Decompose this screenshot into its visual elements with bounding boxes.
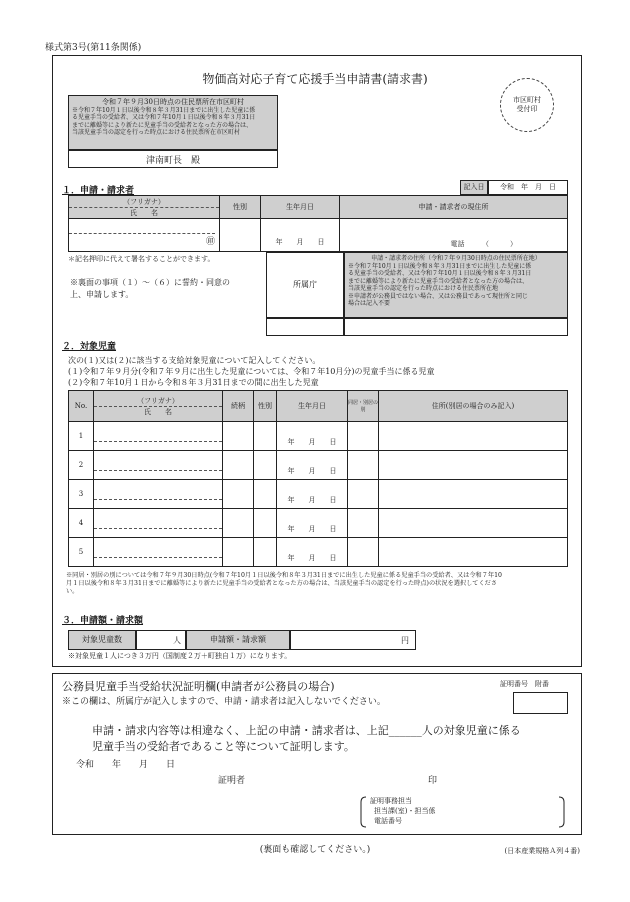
child-sex-field[interactable] — [254, 538, 277, 567]
child-address-field[interactable] — [379, 538, 568, 567]
child-address-field[interactable] — [379, 422, 568, 451]
child-relation-field[interactable] — [223, 509, 254, 538]
child-cohabitation-field[interactable] — [348, 538, 379, 567]
seal-mark: ㊞ — [205, 237, 215, 247]
child-relation-field[interactable] — [223, 422, 254, 451]
table-row — [69, 480, 568, 509]
child-name-field[interactable] — [94, 509, 223, 538]
certification-note: ※この欄は、所属庁が記入しますので、申請・請求者は記入しないでください。 — [62, 697, 386, 707]
applicant-sex-field[interactable] — [220, 219, 261, 252]
child-name-field[interactable] — [94, 422, 223, 451]
table-row — [69, 509, 568, 538]
contact-box: 証明事務担当 担当課(室)・担当係 電話番号 — [360, 795, 565, 829]
reception-stamp: 市区町村 受付印 — [500, 78, 554, 132]
child-address-field[interactable] — [379, 451, 568, 480]
child-relation-field[interactable] — [223, 538, 254, 567]
child-count-field[interactable]: 人 — [136, 630, 186, 650]
child-count-label: 対象児童数 — [68, 630, 136, 650]
addressee: 津南町長 殿 — [68, 150, 278, 168]
applicant-name-field[interactable] — [69, 219, 220, 252]
page-title: 物価高対応子育て応援手当申請書(請求書) — [202, 72, 428, 86]
child-dob-field[interactable]: 年 月 日 — [277, 422, 348, 451]
applicant-dob-field[interactable]: 年 月 日 — [261, 219, 340, 252]
child-name-field[interactable] — [94, 538, 223, 567]
form-number: 様式第3号(第11条関係) — [45, 43, 142, 53]
children-intro: 次の(１)又は(２)に該当する支給対象児童について記入してください。 — [68, 356, 321, 365]
child-address-field[interactable] — [379, 509, 568, 538]
section-3-heading: ３．申請額・請求額 — [62, 616, 144, 626]
certification-body-2: 児童手当の受給者であること等について証明します。 — [92, 740, 355, 753]
paper-size: (日本産業規格Ａ列４番) — [504, 847, 580, 855]
child-name-field[interactable] — [94, 451, 223, 480]
child-sex-field[interactable] — [254, 509, 277, 538]
seal-note: ＊記名押印に代えて署名することができます。 — [68, 255, 215, 263]
row-number: 2 — [69, 451, 94, 480]
certification-date[interactable]: 令和 年 月 日 — [76, 760, 176, 770]
cohabitation-note: ※同居・別居の別については令和７年９月30日時点(令和７年10月１日以後令和８年３月31日までに出生した児童に係る児童手当の受給者、又は令和７年10 月１日以後令和８年３月31日までに離婚等により新たに児童手当の受給者となった方の場合は、当該児童手当の認定を行った時点)の状況を選択してくださ い。 — [66, 572, 502, 595]
child-sex-field[interactable] — [254, 422, 277, 451]
office-info-box: 申請・請求者の住所（令和７年９月30日時点の住民票所在地） ※令和７年10月１日以後令和８年３月31日までに出生した児童に係 る児童手当の受給者、又は令和７年10月１日以後令和８年３月31日 までに離婚等により新たに児童手当の受給者となった方の場合は、 当該児童手当の認定を行った時点における住民票所在地 ※申請者が公務員ではない場合、又は公務員であって現住所と同じ 場合は記入不要 — [344, 252, 568, 318]
child-cohabitation-field[interactable] — [348, 509, 379, 538]
footer-note: (裏面も確認してください。) — [259, 845, 371, 855]
child-cohabitation-field[interactable] — [348, 422, 379, 451]
office-field[interactable] — [266, 318, 344, 336]
child-relation-field[interactable] — [223, 480, 254, 509]
table-row — [69, 422, 568, 451]
child-cohabitation-field[interactable] — [348, 451, 379, 480]
cert-number-field[interactable] — [513, 692, 568, 714]
child-dob-field[interactable]: 年 月 日 — [277, 451, 348, 480]
amount-note: ※対象児童１人につき３万円（国制度２万＋町独自１万）になります。 — [68, 652, 292, 660]
section-1-heading: １．申請・請求者 — [62, 186, 135, 196]
row-number: 5 — [69, 538, 94, 567]
child-address-field[interactable] — [379, 480, 568, 509]
child-dob-field[interactable]: 年 月 日 — [277, 480, 348, 509]
child-sex-field[interactable] — [254, 480, 277, 509]
row-number: 1 — [69, 422, 94, 451]
child-sex-field[interactable] — [254, 451, 277, 480]
certification-title: 公務員児童手当受給状況証明欄(申請者が公務員の場合) — [62, 680, 335, 693]
certifier-label: 証明者 — [218, 776, 246, 786]
office-address-field[interactable] — [344, 318, 568, 336]
table-row — [69, 451, 568, 480]
child-relation-field[interactable] — [223, 451, 254, 480]
child-name-field[interactable] — [94, 480, 223, 509]
entry-date-field[interactable]: 令和 年 月 日 — [488, 180, 568, 195]
amount-label: 申請額・請求額 — [186, 630, 290, 650]
children-criteria-1: (１)令和７年９月分(令和７年９月に出生した児童については、令和７年10月分)の児童手当に係る児童 — [68, 367, 435, 376]
entry-date-label: 記入日 — [460, 180, 488, 195]
row-number: 4 — [69, 509, 94, 538]
pledge-line-2: 上、申請します。 — [70, 290, 134, 299]
certifier-seal: 印 — [428, 776, 438, 786]
child-cohabitation-field[interactable] — [348, 480, 379, 509]
child-dob-field[interactable]: 年 月 日 — [277, 538, 348, 567]
children-table: No. （フリガナ） 氏 名 続柄 性別 生年月日 同居・別居の別 住所(別居の場合のみ記入) 1 年 月 日 2 年 月 日 3 年 月 日 4 年 月 日 5 年 月 日 — [68, 390, 568, 567]
table-row — [69, 538, 568, 567]
applicant-address-field[interactable]: 電話 （ ） — [340, 219, 568, 252]
children-criteria-2: (２)令和７年10月１日から令和８年３月31日までの間に出生した児童 — [68, 378, 319, 387]
pledge-line-1: ※裏面の事項（１）～（６）に誓約・同意の — [70, 278, 230, 287]
municipality-box: 令和７年９月30日時点の住民票所在市区町村 ※令和７年10月１日以後令和８年３月31日までに出生した児童に係 る児童手当の受給者、又は令和７年10月１日以後令和８年３月31日 までに離婚等により新たに児童手当の受給者となった方の場合は、 当該児童手当の認定を行った時点における住民票所在市区町村 — [68, 95, 278, 150]
row-number: 3 — [69, 480, 94, 509]
applicant-table: （フリガナ） 氏 名 性別 生年月日 申請・請求者の現住所 ㊞ 年 月 日 電話 （ ） — [68, 195, 568, 252]
amount-field[interactable]: 円 — [290, 630, 416, 650]
section-2-heading: ２．対象児童 — [62, 342, 117, 352]
certification-body-1: 申請・請求内容等は相違なく、上記の申請・請求者は、上記______人の対象児童に係る — [92, 724, 521, 737]
child-dob-field[interactable]: 年 月 日 — [277, 509, 348, 538]
cert-number-label: 証明番号 附番 — [500, 680, 549, 688]
office-label: 所属庁 — [266, 252, 344, 318]
